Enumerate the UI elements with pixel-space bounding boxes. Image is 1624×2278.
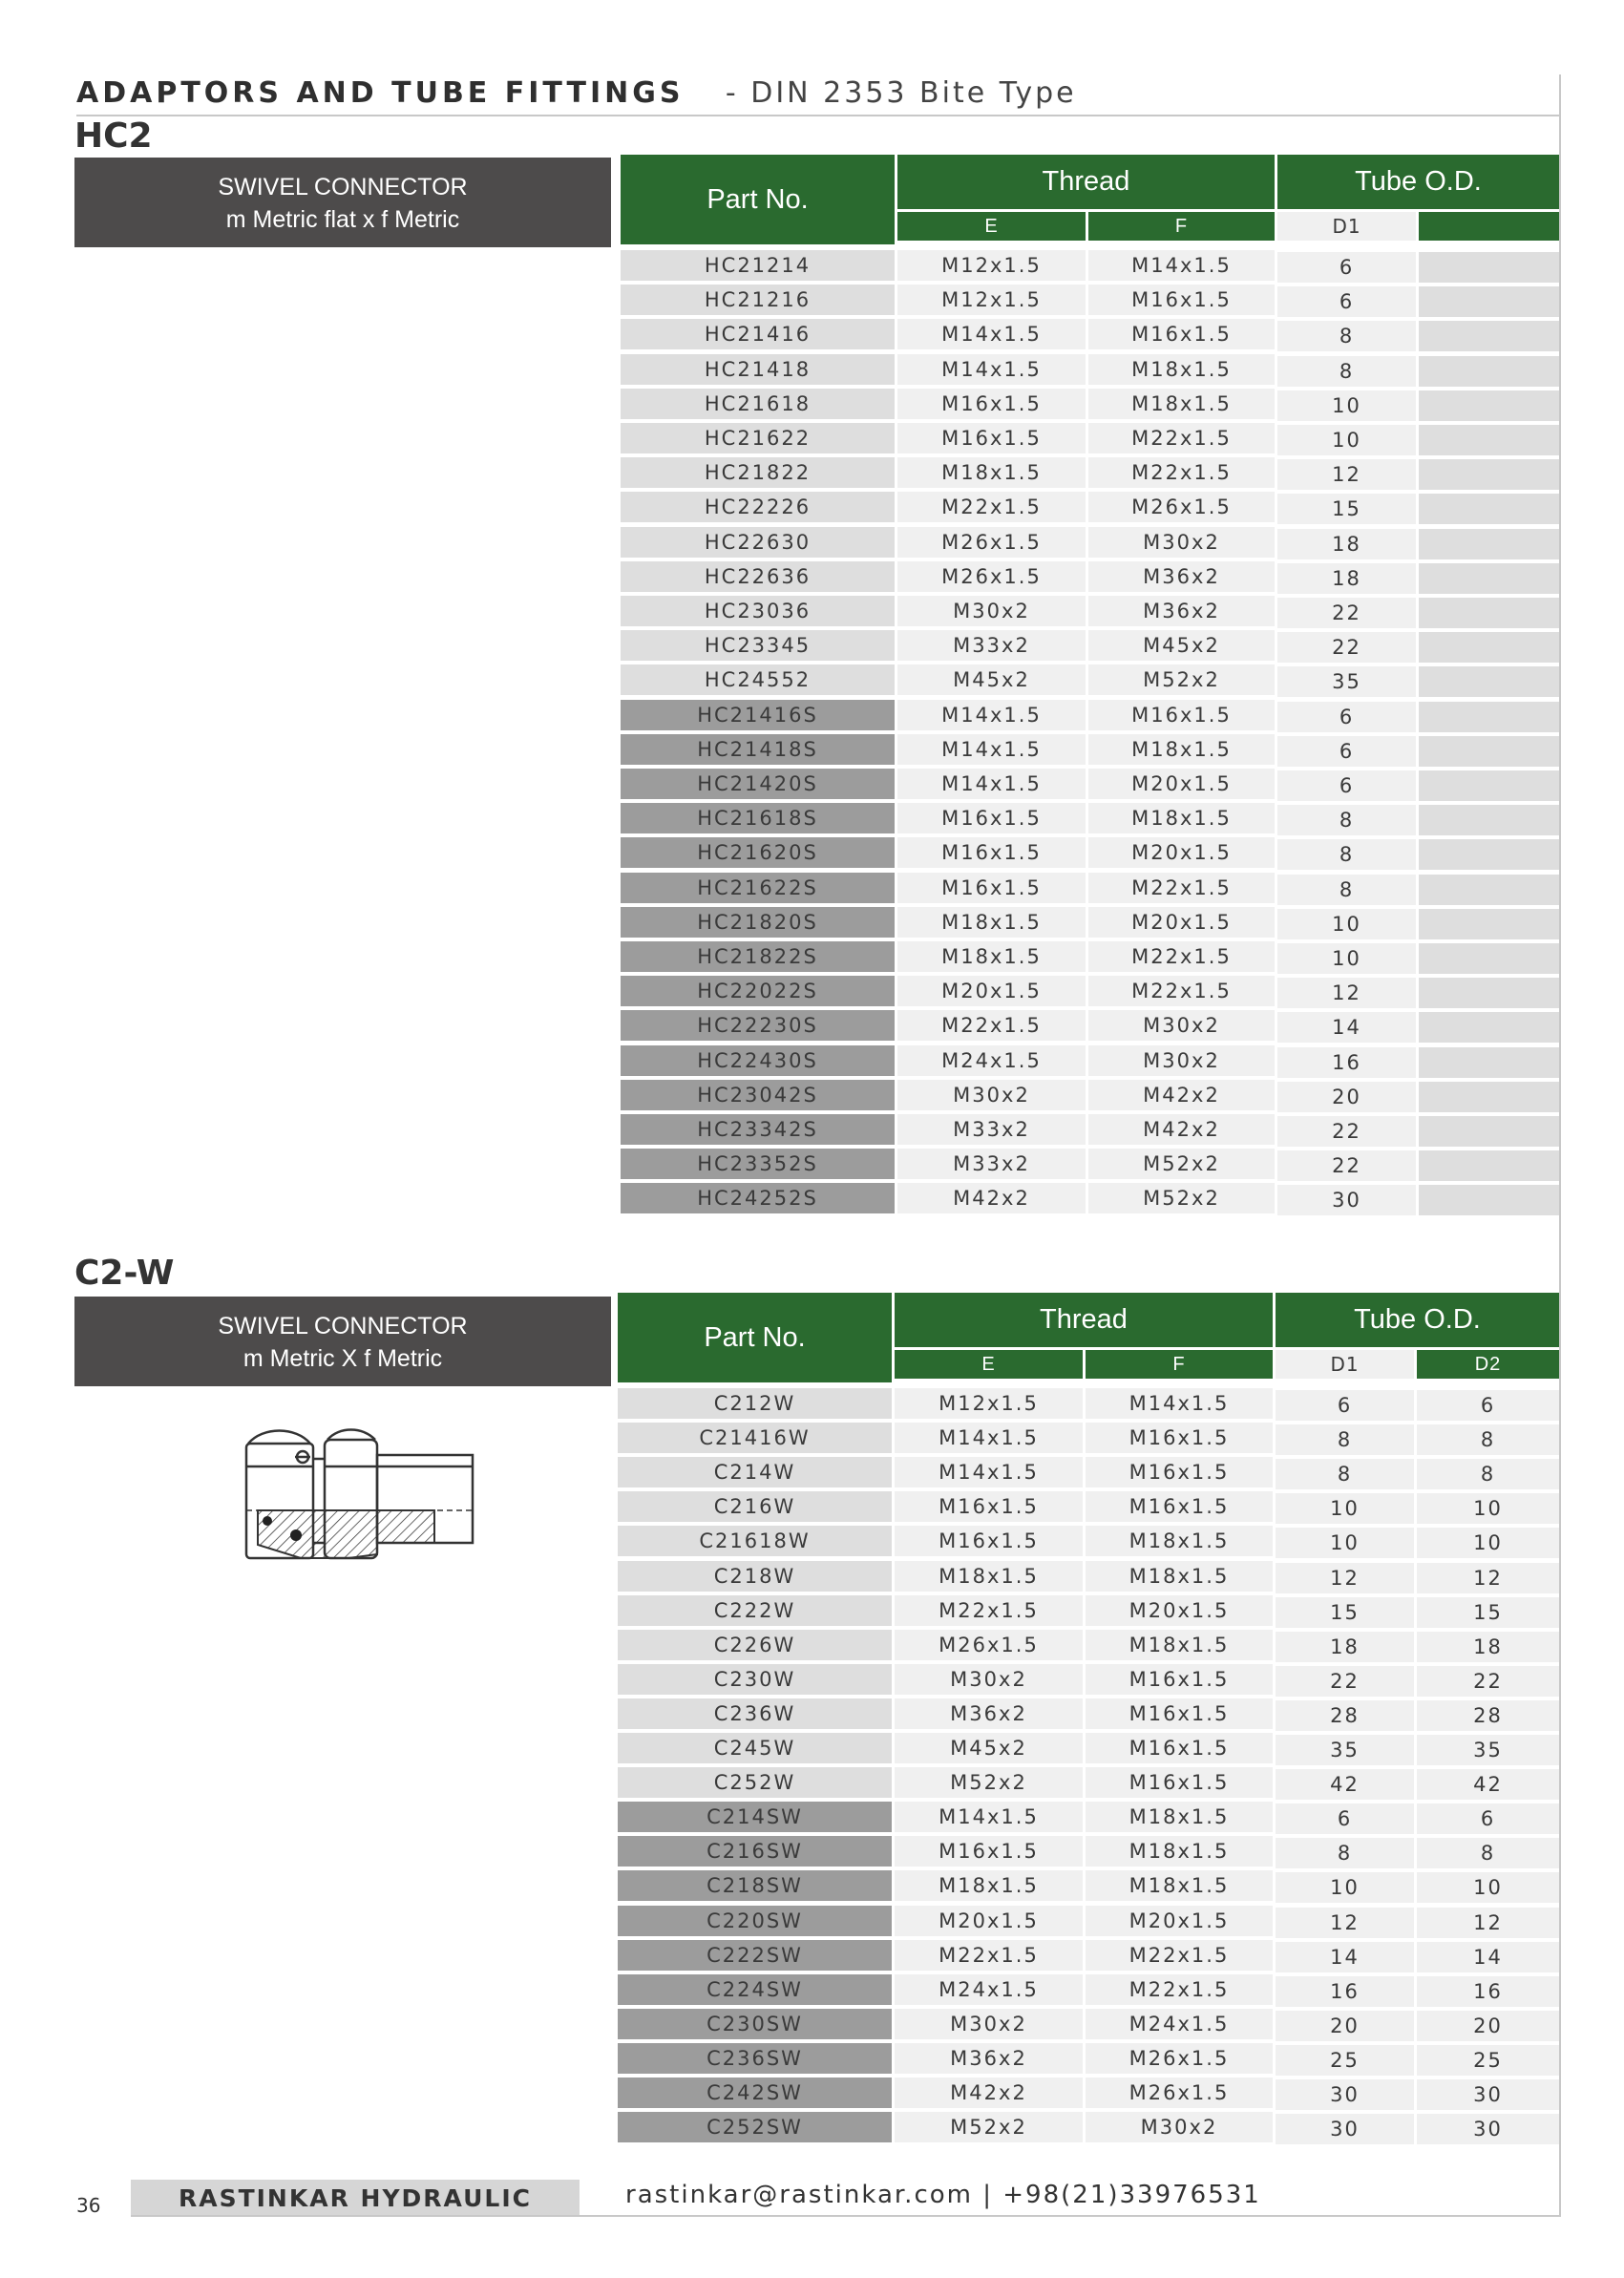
- thread-f-cell: M36x2: [1088, 561, 1275, 592]
- thread-e-cell: M14x1.5: [895, 1802, 1083, 1832]
- part-number-cell: HC21420S: [621, 769, 895, 799]
- tube-d2-cell: 18: [1417, 1632, 1559, 1662]
- thread-e-cell: M18x1.5: [897, 941, 1086, 972]
- tube-d1-cell: 10: [1276, 1872, 1414, 1903]
- tube-d2-cell: 6: [1417, 1390, 1559, 1421]
- page-title: [76, 76, 1077, 110]
- tube-d1-cell: 12: [1277, 459, 1416, 490]
- thread-e-cell: M22x1.5: [897, 492, 1086, 522]
- tube-d2-cell: 12: [1417, 1563, 1559, 1593]
- part-number-cell: HC21618S: [621, 803, 895, 833]
- thread-f-cell: M20x1.5: [1086, 1595, 1273, 1626]
- header-tube-od: Tube O.D.: [1277, 155, 1559, 209]
- header-f: F: [1088, 212, 1275, 241]
- part-number-cell: HC22430S: [621, 1045, 895, 1076]
- tube-d2-cell: 8: [1417, 1459, 1559, 1489]
- tube-d1-cell: 18: [1276, 1632, 1414, 1662]
- tube-d2-cell: [1419, 1047, 1559, 1078]
- seal-dot-1: [263, 1516, 272, 1526]
- thread-e-cell: M16x1.5: [895, 1836, 1083, 1867]
- thread-e-cell: M45x2: [897, 664, 1086, 695]
- tube-d1-cell: 30: [1276, 2114, 1414, 2144]
- part-number-cell: HC22636: [621, 561, 895, 592]
- thread-e-cell: M14x1.5: [897, 319, 1086, 349]
- tube-d1-cell: 10: [1277, 909, 1416, 939]
- thread-f-cell: M16x1.5: [1086, 1457, 1273, 1487]
- thread-f-cell: M18x1.5: [1086, 1526, 1273, 1556]
- nut-top-curve: [248, 1431, 310, 1445]
- tube-d1-cell: 14: [1276, 1942, 1414, 1972]
- part-number-cell: HC21418: [621, 354, 895, 385]
- header-d2: D2: [1417, 1350, 1559, 1379]
- part-number-cell: C212W: [618, 1388, 892, 1419]
- tube-d1-cell: 25: [1276, 2045, 1414, 2076]
- thread-f-cell: M16x1.5: [1086, 1491, 1273, 1522]
- tube-d1-cell: 42: [1276, 1769, 1414, 1800]
- header-f: F: [1086, 1350, 1273, 1379]
- header-d1: D1: [1276, 1350, 1414, 1379]
- tube-d2-cell: [1419, 321, 1559, 351]
- thread-e-cell: M30x2: [895, 1664, 1083, 1695]
- tube-d1-cell: 15: [1277, 494, 1416, 524]
- thread-f-cell: M20x1.5: [1088, 837, 1275, 868]
- part-number-cell: C214SW: [618, 1802, 892, 1832]
- header-thread: Thread: [895, 1293, 1273, 1347]
- tube-d1-cell: 18: [1277, 563, 1416, 594]
- thread-f-cell: M18x1.5: [1086, 1802, 1273, 1832]
- tube-d2-cell: [1419, 425, 1559, 455]
- part-number-cell: HC23345: [621, 630, 895, 661]
- tube-d1-cell: 10: [1277, 943, 1416, 974]
- description-line1: SWIVEL CONNECTOR: [218, 174, 468, 200]
- tube-d1-cell: 20: [1276, 2011, 1414, 2041]
- thread-e-cell: M22x1.5: [895, 1940, 1083, 1971]
- thread-f-cell: M16x1.5: [1086, 1664, 1273, 1695]
- thread-e-cell: M14x1.5: [897, 769, 1086, 799]
- header-part-no: Part No.: [618, 1293, 892, 1382]
- tube-d2-cell: [1419, 252, 1559, 283]
- tube-d1-cell: 12: [1276, 1563, 1414, 1593]
- part-number-cell: HC24252S: [621, 1183, 895, 1213]
- tube-d2-cell: 30: [1417, 2079, 1559, 2110]
- thread-e-cell: M14x1.5: [895, 1457, 1083, 1487]
- thread-f-cell: M22x1.5: [1088, 457, 1275, 488]
- thread-f-cell: M16x1.5: [1088, 319, 1275, 349]
- thread-e-cell: M16x1.5: [895, 1491, 1083, 1522]
- thread-f-cell: M22x1.5: [1088, 423, 1275, 453]
- tube-d1-cell: 14: [1277, 1012, 1416, 1043]
- thread-e-cell: M26x1.5: [897, 561, 1086, 592]
- header-e: E: [897, 212, 1086, 241]
- tube-d2-cell: 15: [1417, 1597, 1559, 1628]
- thread-e-cell: M14x1.5: [895, 1423, 1083, 1453]
- tube-d2-cell: 22: [1417, 1666, 1559, 1697]
- tube-d1-cell: 28: [1276, 1700, 1414, 1731]
- part-number-cell: C242SW: [618, 2078, 892, 2108]
- thread-f-cell: M14x1.5: [1088, 250, 1275, 281]
- section-description-hc2: [74, 158, 611, 247]
- description-line2: m Metric X f Metric: [243, 1345, 443, 1372]
- thread-e-cell: M18x1.5: [895, 1561, 1083, 1592]
- part-number-cell: HC21820S: [621, 907, 895, 938]
- thread-e-cell: M52x2: [895, 1767, 1083, 1798]
- header-e: E: [895, 1350, 1083, 1379]
- part-number-cell: C218SW: [618, 1870, 892, 1901]
- part-number-cell: HC21620S: [621, 837, 895, 868]
- thread-e-cell: M12x1.5: [897, 285, 1086, 315]
- part-number-cell: C218W: [618, 1561, 892, 1592]
- tube-d2-cell: [1419, 356, 1559, 387]
- tube-d1-cell: 6: [1277, 736, 1416, 767]
- tube-d2-cell: 25: [1417, 2045, 1559, 2076]
- thread-e-cell: M14x1.5: [897, 700, 1086, 730]
- tube-d1-cell: 18: [1277, 529, 1416, 559]
- tube-d2-cell: 28: [1417, 1700, 1559, 1731]
- tube-d1-cell: 8: [1277, 321, 1416, 351]
- part-number-cell: HC22022S: [621, 976, 895, 1006]
- tube-d1-cell: 6: [1277, 702, 1416, 732]
- thread-f-cell: M52x2: [1088, 1149, 1275, 1179]
- thread-f-cell: M18x1.5: [1086, 1630, 1273, 1660]
- part-number-cell: HC21416S: [621, 700, 895, 730]
- thread-e-cell: M22x1.5: [897, 1010, 1086, 1041]
- thread-e-cell: M14x1.5: [897, 734, 1086, 765]
- tube-d1-cell: 35: [1277, 666, 1416, 697]
- tube-d1-cell: 30: [1276, 2079, 1414, 2110]
- description-line1: SWIVEL CONNECTOR: [218, 1313, 468, 1339]
- thread-e-cell: M26x1.5: [895, 1630, 1083, 1660]
- thread-e-cell: M16x1.5: [895, 1526, 1083, 1556]
- tube-d2-cell: [1419, 563, 1559, 594]
- header-d2: [1419, 212, 1559, 241]
- part-number-cell: C252W: [618, 1767, 892, 1798]
- thread-e-cell: M20x1.5: [897, 976, 1086, 1006]
- thread-f-cell: M14x1.5: [1086, 1388, 1273, 1419]
- part-number-cell: C252SW: [618, 2112, 892, 2142]
- thread-e-cell: M33x2: [897, 1149, 1086, 1179]
- thread-f-cell: M16x1.5: [1086, 1423, 1273, 1453]
- tube-d2-cell: [1419, 839, 1559, 870]
- tube-d1-cell: 10: [1277, 425, 1416, 455]
- tube-d1-cell: 12: [1277, 978, 1416, 1008]
- thread-e-cell: M42x2: [895, 2078, 1083, 2108]
- tube-d2-cell: 6: [1417, 1803, 1559, 1834]
- section-code-hc2: HC2: [74, 116, 153, 156]
- thread-e-cell: M12x1.5: [895, 1388, 1083, 1419]
- tube-d1-cell: 12: [1276, 1908, 1414, 1938]
- part-number-cell: C236SW: [618, 2043, 892, 2074]
- tube-d2-cell: [1419, 1150, 1559, 1181]
- part-number-cell: HC21618: [621, 389, 895, 419]
- thread-f-cell: M26x1.5: [1086, 2043, 1273, 2074]
- thread-f-cell: M18x1.5: [1086, 1870, 1273, 1901]
- tube-d1-cell: 35: [1276, 1735, 1414, 1765]
- thread-e-cell: M24x1.5: [897, 1045, 1086, 1076]
- tube-d2-cell: 8: [1417, 1838, 1559, 1868]
- tube-d1-cell: 8: [1276, 1838, 1414, 1868]
- thread-f-cell: M22x1.5: [1088, 873, 1275, 903]
- thread-f-cell: M26x1.5: [1086, 2078, 1273, 2108]
- thread-f-cell: M30x2: [1088, 527, 1275, 558]
- thread-f-cell: M42x2: [1088, 1114, 1275, 1145]
- tube-d2-cell: [1419, 529, 1559, 559]
- tube-d2-cell: [1419, 286, 1559, 317]
- thread-f-cell: M22x1.5: [1088, 976, 1275, 1006]
- thread-f-cell: M30x2: [1086, 2112, 1273, 2142]
- thread-f-cell: M30x2: [1088, 1045, 1275, 1076]
- part-number-cell: C216W: [618, 1491, 892, 1522]
- tube-d2-cell: [1419, 632, 1559, 663]
- tube-d2-cell: [1419, 943, 1559, 974]
- page-subtitle: - DIN 2353 Bite Type: [725, 76, 1077, 110]
- thread-e-cell: M16x1.5: [897, 873, 1086, 903]
- header-part-no: Part No.: [621, 155, 895, 244]
- page-border-line: [1559, 74, 1561, 2215]
- company-name: RASTINKAR HYDRAULIC: [131, 2180, 580, 2216]
- thread-f-cell: M22x1.5: [1088, 941, 1275, 972]
- tube-d2-cell: [1419, 1082, 1559, 1112]
- thread-e-cell: M16x1.5: [897, 803, 1086, 833]
- part-number-cell: HC21418S: [621, 734, 895, 765]
- thread-f-cell: M16x1.5: [1086, 1733, 1273, 1763]
- part-number-cell: C224SW: [618, 1974, 892, 2005]
- part-number-cell: HC22226: [621, 492, 895, 522]
- thread-f-cell: M20x1.5: [1088, 769, 1275, 799]
- part-number-cell: HC21416: [621, 319, 895, 349]
- thread-f-cell: M18x1.5: [1088, 803, 1275, 833]
- part-number-cell: HC21214: [621, 250, 895, 281]
- tube-d2-cell: [1419, 770, 1559, 801]
- tube-d2-cell: 10: [1417, 1493, 1559, 1524]
- thread-f-cell: M18x1.5: [1088, 354, 1275, 385]
- tube-d1-cell: 6: [1276, 1390, 1414, 1421]
- tube-d2-cell: [1419, 1185, 1559, 1215]
- tube-d1-cell: 10: [1276, 1493, 1414, 1524]
- tube-d2-cell: [1419, 702, 1559, 732]
- tube-d2-cell: 12: [1417, 1908, 1559, 1938]
- thread-e-cell: M22x1.5: [895, 1595, 1083, 1626]
- tube-d1-cell: 6: [1277, 286, 1416, 317]
- tube-d2-cell: 30: [1417, 2114, 1559, 2144]
- thread-f-cell: M20x1.5: [1086, 1906, 1273, 1936]
- thread-f-cell: M18x1.5: [1086, 1836, 1273, 1867]
- tube-d2-cell: 8: [1417, 1424, 1559, 1455]
- thread-f-cell: M16x1.5: [1086, 1767, 1273, 1798]
- section-hatch: [258, 1510, 377, 1558]
- tube-d1-cell: 22: [1277, 1150, 1416, 1181]
- tube-d1-cell: 10: [1277, 390, 1416, 421]
- thread-f-cell: M22x1.5: [1086, 1974, 1273, 2005]
- tube-d2-cell: [1419, 666, 1559, 697]
- part-number-cell: HC21822: [621, 457, 895, 488]
- thread-e-cell: M30x2: [897, 596, 1086, 626]
- part-number-cell: C214W: [618, 1457, 892, 1487]
- tube-d1-cell: 8: [1277, 839, 1416, 870]
- part-number-cell: HC23342S: [621, 1114, 895, 1145]
- tube-d1-cell: 6: [1277, 770, 1416, 801]
- tube-d2-cell: [1419, 736, 1559, 767]
- thread-f-cell: M52x2: [1088, 664, 1275, 695]
- thread-f-cell: M30x2: [1088, 1010, 1275, 1041]
- tube-d1-cell: 6: [1276, 1803, 1414, 1834]
- part-number-cell: HC23042S: [621, 1080, 895, 1110]
- part-number-cell: C21618W: [618, 1526, 892, 1556]
- tube-d2-cell: [1419, 390, 1559, 421]
- tube-d2-cell: [1419, 978, 1559, 1008]
- thread-f-cell: M36x2: [1088, 596, 1275, 626]
- header-thread: Thread: [897, 155, 1275, 209]
- tube-d1-cell: 30: [1277, 1185, 1416, 1215]
- thread-f-cell: M42x2: [1088, 1080, 1275, 1110]
- part-number-cell: C245W: [618, 1733, 892, 1763]
- thread-e-cell: M16x1.5: [897, 837, 1086, 868]
- part-number-cell: HC21622: [621, 423, 895, 453]
- part-number-cell: C21416W: [618, 1423, 892, 1453]
- thread-e-cell: M20x1.5: [895, 1906, 1083, 1936]
- tube-d1-cell: 20: [1277, 1082, 1416, 1112]
- thread-f-cell: M16x1.5: [1088, 700, 1275, 730]
- part-number-cell: C226W: [618, 1630, 892, 1660]
- thread-e-cell: M30x2: [895, 2009, 1083, 2039]
- swivel-connector-drawing: [243, 1421, 482, 1564]
- part-number-cell: C236W: [618, 1698, 892, 1729]
- thread-e-cell: M26x1.5: [897, 527, 1086, 558]
- thread-f-cell: M16x1.5: [1086, 1698, 1273, 1729]
- tube-d1-cell: 8: [1277, 805, 1416, 835]
- part-number-cell: HC24552: [621, 664, 895, 695]
- tube-d2-cell: [1419, 494, 1559, 524]
- thread-e-cell: M30x2: [897, 1080, 1086, 1110]
- part-number-cell: HC23352S: [621, 1149, 895, 1179]
- tube-d1-cell: 22: [1277, 632, 1416, 663]
- thread-e-cell: M18x1.5: [897, 907, 1086, 938]
- part-number-cell: C230W: [618, 1664, 892, 1695]
- tube-d2-cell: [1419, 875, 1559, 905]
- tube-d2-cell: 10: [1417, 1528, 1559, 1558]
- footer-rule: [131, 2215, 1561, 2217]
- tube-d1-cell: 8: [1277, 356, 1416, 387]
- thread-f-cell: M16x1.5: [1088, 285, 1275, 315]
- tube-d1-cell: 22: [1277, 598, 1416, 628]
- part-number-cell: HC21216: [621, 285, 895, 315]
- thread-e-cell: M12x1.5: [897, 250, 1086, 281]
- thread-e-cell: M42x2: [897, 1183, 1086, 1213]
- thread-e-cell: M24x1.5: [895, 1974, 1083, 2005]
- tube-d1-cell: 8: [1276, 1459, 1414, 1489]
- thread-e-cell: M16x1.5: [897, 423, 1086, 453]
- thread-f-cell: M20x1.5: [1088, 907, 1275, 938]
- tube-d2-cell: [1419, 909, 1559, 939]
- section-description-c2w: [74, 1297, 611, 1386]
- thread-f-cell: M26x1.5: [1088, 492, 1275, 522]
- thread-e-cell: M36x2: [895, 2043, 1083, 2074]
- header-rule: [76, 115, 1561, 116]
- thread-e-cell: M18x1.5: [897, 457, 1086, 488]
- tube-d2-cell: 42: [1417, 1769, 1559, 1800]
- thread-f-cell: M18x1.5: [1086, 1561, 1273, 1592]
- part-number-cell: HC23036: [621, 596, 895, 626]
- tube-d1-cell: 22: [1276, 1666, 1414, 1697]
- section-code-c2w: C2-W: [74, 1254, 175, 1293]
- header-d1: D1: [1277, 212, 1416, 241]
- thread-e-cell: M33x2: [897, 630, 1086, 661]
- thread-e-cell: M36x2: [895, 1698, 1083, 1729]
- part-number-cell: C216SW: [618, 1836, 892, 1867]
- thread-e-cell: M14x1.5: [897, 354, 1086, 385]
- contact-info: rastinkar@rastinkar.com | +98(21)33976531: [625, 2181, 1261, 2209]
- tube-d1-cell: 8: [1276, 1424, 1414, 1455]
- thread-e-cell: M33x2: [897, 1114, 1086, 1145]
- thread-e-cell: M45x2: [895, 1733, 1083, 1763]
- tube-d2-cell: 35: [1417, 1735, 1559, 1765]
- part-number-cell: C230SW: [618, 2009, 892, 2039]
- thread-f-cell: M22x1.5: [1086, 1940, 1273, 1971]
- part-number-cell: C220SW: [618, 1906, 892, 1936]
- thread-f-cell: M52x2: [1088, 1183, 1275, 1213]
- description-line2: m Metric flat x f Metric: [225, 206, 460, 233]
- tube-d2-cell: 16: [1417, 1976, 1559, 2007]
- tube-d2-cell: [1419, 1012, 1559, 1043]
- thread-f-cell: M18x1.5: [1088, 734, 1275, 765]
- tube-d1-cell: 16: [1276, 1976, 1414, 2007]
- part-number-cell: C222W: [618, 1595, 892, 1626]
- tube-d2-cell: [1419, 805, 1559, 835]
- part-number-cell: C222SW: [618, 1940, 892, 1971]
- tube-d2-cell: [1419, 598, 1559, 628]
- tube-d1-cell: 16: [1277, 1047, 1416, 1078]
- tube-d2-cell: 14: [1417, 1942, 1559, 1972]
- tube-d2-cell: 20: [1417, 2011, 1559, 2041]
- thread-e-cell: M16x1.5: [897, 389, 1086, 419]
- tube-d2-cell: [1419, 459, 1559, 490]
- part-number-cell: HC21622S: [621, 873, 895, 903]
- header-tube-od: Tube O.D.: [1276, 1293, 1559, 1347]
- page-title-main: ADAPTORS AND TUBE FITTINGS: [76, 76, 685, 110]
- thread-e-cell: M52x2: [895, 2112, 1083, 2142]
- tube-d2-cell: 10: [1417, 1872, 1559, 1903]
- tube-d1-cell: 6: [1277, 252, 1416, 283]
- tube-d1-cell: 22: [1277, 1116, 1416, 1147]
- tube-d1-cell: 15: [1276, 1597, 1414, 1628]
- tube-d2-cell: [1419, 1116, 1559, 1147]
- seal-dot-2: [290, 1529, 302, 1541]
- thread-e-cell: M18x1.5: [895, 1870, 1083, 1901]
- page-number: 36: [76, 2194, 101, 2217]
- thread-f-cell: M18x1.5: [1088, 389, 1275, 419]
- tube-d1-cell: 10: [1276, 1528, 1414, 1558]
- part-number-cell: HC21822S: [621, 941, 895, 972]
- tube-d1-cell: 8: [1277, 875, 1416, 905]
- thread-f-cell: M45x2: [1088, 630, 1275, 661]
- part-number-cell: HC22230S: [621, 1010, 895, 1041]
- thread-f-cell: M24x1.5: [1086, 2009, 1273, 2039]
- part-number-cell: HC22630: [621, 527, 895, 558]
